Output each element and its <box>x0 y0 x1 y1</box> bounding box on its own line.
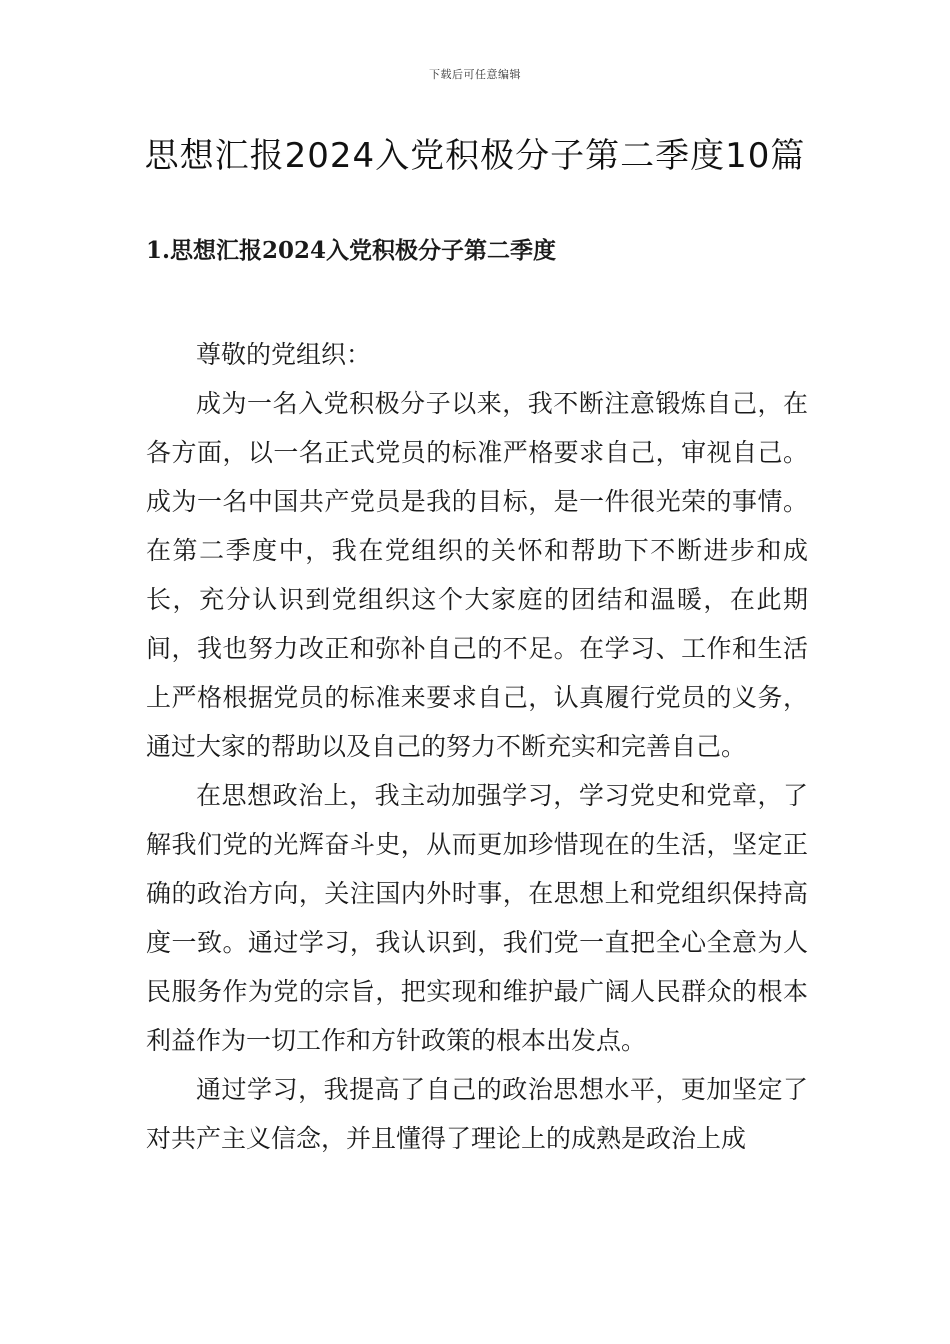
letter-body <box>146 330 808 1163</box>
paragraph: 在思想政治上，我主动加强学习，学习党史和党章，了解我们党的光辉奋斗史，从而更加珍惜现在的生活，坚定正确的政治方向，关注国内外时事，在思想上和党组织保持高度一致。通过学习，我认识到，我们党一直把全心全意为人民服务作为党的宗旨，把实现和维护最广阔人民群众的根本利益作为一切工作和方针政策的根本出发点。 <box>146 781 808 1055</box>
document-title: 思想汇报2024入党积极分子第二季度10篇 <box>144 136 806 176</box>
salutation: 尊敬的党组织： <box>196 340 372 369</box>
paragraph: 成为一名入党积极分子以来，我不断注意锻炼自己，在各方面，以一名正式党员的标准严格要求自己，审视自己。成为一名中国共产党员是我的目标，是一件很光荣的事情。在第二季度中，我在党组织的关怀和帮助下不断进步和成长，充分认识到党组织这个大家庭的团结和温暖，在此期间，我也努力改正和弥补自己的不足。在学习、工作和生活上严格根据党员的标准来要求自己，认真履行党员的义务，通过大家的帮助以及自己的努力不断充实和完善自己。 <box>146 389 808 761</box>
paragraph: 通过学习，我提高了自己的政治思想水平，更加坚定了对共产主义信念，并且懂得了理论上的成熟是政治上成 <box>146 1075 808 1153</box>
section-heading: 1.思想汇报2024入党积极分子第二季度 <box>146 237 557 264</box>
header-note: 下载后可任意编辑 <box>429 68 521 81</box>
